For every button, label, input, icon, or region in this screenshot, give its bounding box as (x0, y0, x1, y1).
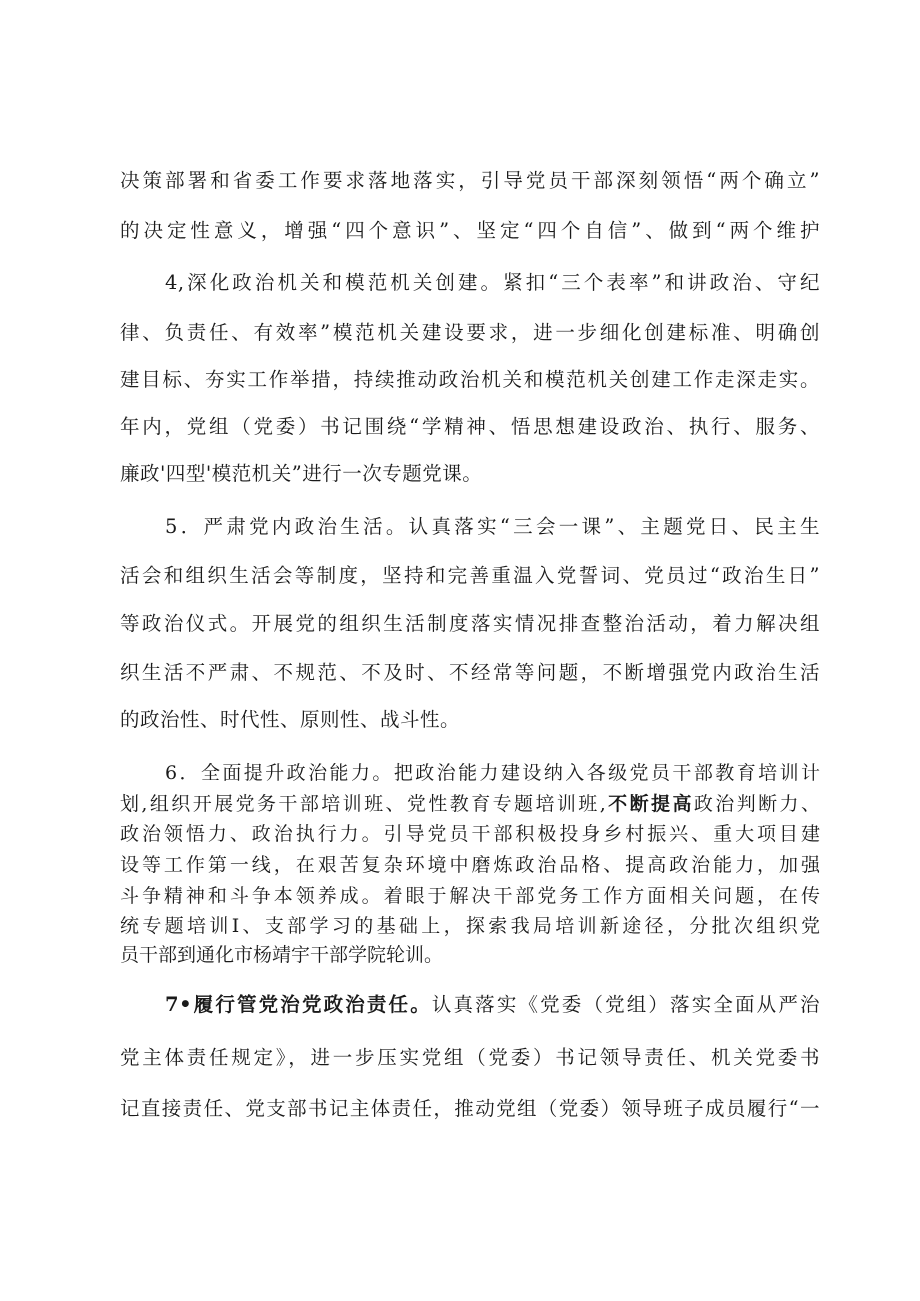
item5-line-1: 5．严肃党内政治生活。认真落实“三会一课”、主题党日、民主生 (165, 515, 820, 538)
intro-line-2: 的决定性意义，增强“四个意识”、坚定“四个自信”、做到“两个维护 (120, 219, 820, 242)
item7-heading: 7•履行管党治党政治责任。 (165, 993, 432, 1016)
item4-line-4: 年内，党组（党委）书记围绕“学精神、悟思想建设政治、执行、服务、 (120, 415, 820, 438)
item6-line-1: 6．全面提升政治能力。把政治能力建设纳入各级党员干部教育培训计 (165, 762, 820, 784)
item5-line-4: 织生活不严肃、不规范、不及时、不经常等问题，不断增强党内政治生活 (120, 661, 820, 684)
item6-line-7: 员干部到通化市杨靖宇干部学院轮训。 (120, 944, 444, 966)
item7-line-1-b: 认真落实《党委（党组）落实全面从严治 (431, 993, 820, 1016)
item7-line-1 (165, 992, 820, 1018)
item4-line-3: 建目标、夯实工作举措，持续推动政治机关和模范机关创建工作走深走实。 (120, 368, 820, 391)
item7-line-3: 记直接责任、党支部书记主体责任，推动党组（党委）领导班子成员履行“一 (120, 1097, 820, 1120)
item4-line-5: 廉政'四型'模范机关”进行一次专题党课。 (120, 462, 483, 485)
item6-line-6: 统专题培训Ⅰ、支部学习的基础上，探索我局培训新途径，分批次组织党 (120, 915, 820, 937)
item4-line-2: 律、负责任、有效率”模范机关建设要求，进一步细化创建标准、明确创 (120, 321, 820, 344)
item6-line-2-c: 政治判断力、 (693, 793, 820, 815)
intro-line-1: 决策部署和省委工作要求落地落实，引导党员干部深刻领悟“两个确立” (120, 169, 820, 192)
item6-emphasis: 不断提高 (605, 793, 694, 815)
item7-line-2: 党主体责任规定》，进一步压实党组（党委）书记领导责任、机关党委书 (120, 1046, 820, 1069)
item6-line-3: 政治领悟力、政治执行力。引导党员干部积极投身乡村振兴、重大项目建 (120, 823, 820, 845)
item6-line-5: 斗争精神和斗争本领养成。着眼于解决干部党务工作方面相关问题，在传 (120, 885, 820, 907)
item6-line-2-a: 划,组织开展党务干部培训班、党性教育专题培训班, (120, 793, 606, 815)
item5-line-2: 活会和组织生活会等制度，坚持和完善重温入党誓词、党员过“政治生日” (120, 564, 820, 587)
item5-line-3: 等政治仪式。开展党的组织生活制度落实情况排查整治活动，着力解决组 (120, 612, 820, 635)
item4-line-1: 4,深化政治机关和模范机关创建。紧扣“三个表率”和讲政治、守纪 (165, 271, 820, 294)
item6-line-2 (120, 791, 820, 817)
item6-line-4: 设等工作第一线，在艰苦复杂环境中磨炼政治品格、提高政治能力，加强 (120, 854, 820, 876)
item5-line-5: 的政治性、时代性、原则性、战斗性。 (120, 708, 461, 731)
